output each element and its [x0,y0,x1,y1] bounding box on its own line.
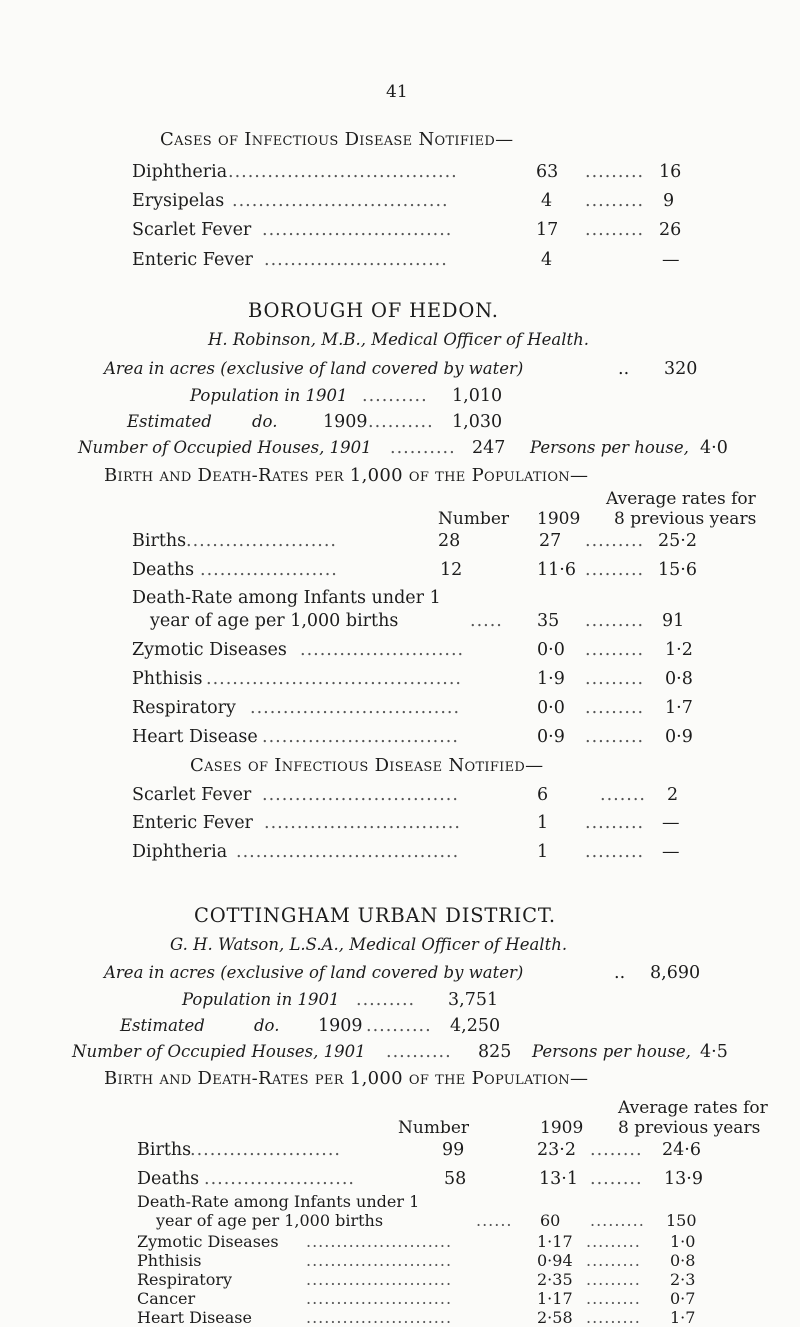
table-cell: 0·94 [537,1251,573,1270]
leader-dots: ..................... [200,560,338,580]
table-cell: 26 [659,220,682,240]
leader-dots: ......... [590,1211,645,1230]
leader-dots: ......... [585,611,645,631]
leader-dots: .......... [362,386,428,406]
table-cell: 15·6 [658,560,697,580]
leader-dots: ................................ [250,698,461,718]
cottingham-pph-value: 4·5 [700,1042,728,1062]
table-cell: 0·7 [670,1289,696,1308]
hedon-pph-label: Persons per house, [530,438,689,457]
leader-dots: ........................ [306,1251,453,1270]
leader-dots: ......... [585,727,645,747]
hedon-rates-heading: Birth and Death-Rates per 1,000 of the Population— [104,465,589,486]
table-cell: 28 [438,531,461,551]
table-cell: 16 [659,162,682,182]
hedon-est-do: do. [252,412,278,431]
col-header-avg-line2: 8 previous years [618,1118,761,1138]
col-header-number: Number [398,1118,470,1138]
table-cell: 6 [537,785,549,805]
table-cell: 1·7 [665,698,693,718]
table-cell: — [662,813,680,833]
table-cell: 13·9 [664,1169,703,1189]
leader-dots: .............................. [264,813,461,833]
cottingham-area-label: Area in acres (exclusive of land covered by water) [104,963,524,982]
leader-dots: ..... [470,611,503,631]
hedon-area-label: Area in acres (exclusive of land covered by water) [104,359,524,378]
hedon-pop1901-value: 1,010 [452,386,503,406]
leader-dots: .............................. [262,785,459,805]
table-cell: — [662,250,680,270]
table-row-label: Respiratory [132,698,236,718]
table-row-label: Erysipelas [132,191,225,211]
leader-dots: ......... [585,191,645,211]
leader-dots: .......... [390,438,456,458]
table-cell: 27 [539,531,562,551]
cottingham-rates-heading: Birth and Death-Rates per 1,000 of the Population— [104,1068,589,1089]
leader-dots: ......... [585,842,645,862]
table-cell: 0·8 [665,669,693,689]
leader-dots: ........................ [306,1270,453,1289]
table-cell: 1·9 [537,669,565,689]
table-row-label: Births [137,1140,192,1160]
table-row-label: Enteric Fever [132,813,253,833]
leader-dots: .......... [366,1016,432,1036]
table-cell: — [662,842,680,862]
table-cell: 12 [440,560,463,580]
leader-dots: ......................... [300,640,465,660]
table-row-label: Deaths [132,560,195,580]
table-cell: 60 [540,1211,561,1230]
leader-dots: ......... [586,1232,641,1251]
cottingham-area-value: 8,690 [650,963,701,983]
col-header-number: Number [438,509,510,529]
cottingham-est-year: 1909 [318,1016,363,1036]
table-row-label: Diphtheria [132,842,228,862]
table-row-label: Scarlet Fever [132,220,252,240]
table-row-label: Enteric Fever [132,250,253,270]
leader-dots: ......... [585,220,645,240]
leader-dots: ......... [585,162,645,182]
table-row-label: Phthisis [137,1251,202,1270]
hedon-prev-heading: Cases of Infectious Disease Notified— [160,129,514,150]
table-cell: 1·0 [670,1232,696,1251]
leader-dots: ......... [356,990,416,1010]
section-title-cottingham: COTTINGHAM URBAN DISTRICT. [194,904,556,927]
infant-label-line1: Death-Rate among Infants under 1 [137,1192,420,1211]
cottingham-est-value: 4,250 [450,1016,501,1036]
table-cell: 0·0 [537,698,565,718]
leader-dots: ........ [590,1169,643,1189]
table-cell: 0·9 [665,727,693,747]
table-cell: 0·8 [670,1251,696,1270]
table-cell: 13·1 [539,1169,578,1189]
leader-dots: ......... [586,1289,641,1308]
leader-dots: ........................ [306,1232,453,1251]
leader-dots: ....................... [186,531,337,551]
cottingham-officer: G. H. Watson, L.S.A., Medical Officer of Health. [170,935,568,954]
hedon-pop1901-label: Population in 1901 [190,386,348,405]
leader-dots: .................................. [236,842,460,862]
leader-dots: ....... [600,785,646,805]
table-cell: 23·2 [537,1140,576,1160]
leader-dots: ....................... [204,1169,355,1189]
cottingham-houses-value: 825 [478,1042,512,1062]
table-row-label: Diphtheria [132,162,228,182]
leader-dots: ....................... [190,1140,341,1160]
table-row-label: Cancer [137,1289,196,1308]
table-cell: 1·17 [537,1289,573,1308]
table-row-label: Deaths [137,1169,200,1189]
table-row-label: Births [132,531,187,551]
col-header-avg-line1: Average rates for [618,1098,768,1118]
hedon-houses-value: 247 [472,438,506,458]
table-row-label: Zymotic Diseases [137,1232,279,1251]
table-row-label: Phthisis [132,669,203,689]
table-cell: 2 [667,785,679,805]
table-cell: 4 [541,250,553,270]
leader-dots: ......... [586,1251,641,1270]
table-cell: 4 [541,191,553,211]
leader-dots: .. [618,359,630,379]
hedon-est-value: 1,030 [452,412,503,432]
table-cell: 150 [666,1211,697,1230]
table-cell: 11·6 [537,560,576,580]
table-cell: 1 [537,842,549,862]
table-cell: 0·9 [537,727,565,747]
hedon-officer: H. Robinson, M.B., Medical Officer of Health. [208,330,590,349]
leader-dots: ....................................... [206,669,462,689]
cottingham-pop1901-value: 3,751 [448,990,499,1010]
cottingham-houses-label: Number of Occupied Houses, 1901 [72,1042,366,1061]
infant-label-line1: Death-Rate among Infants under 1 [132,588,441,608]
table-cell: 1·17 [537,1232,573,1251]
col-header-year: 1909 [540,1118,584,1138]
cottingham-pph-label: Persons per house, [532,1042,691,1061]
leader-dots: ........................ [306,1308,453,1327]
hedon-houses-label: Number of Occupied Houses, 1901 [78,438,372,457]
table-cell: 2·58 [537,1308,573,1327]
table-cell: 1·7 [670,1308,696,1327]
leader-dots: ................................... [228,162,458,182]
table-cell: 1·2 [665,640,693,660]
table-cell: 2·35 [537,1270,573,1289]
col-header-avg-line1: Average rates for [606,489,756,509]
col-header-avg [606,490,756,508]
leader-dots: ......... [586,1270,641,1289]
leader-dots: ......... [585,640,645,660]
leader-dots: ......... [585,669,645,689]
leader-dots: ............................. [262,220,453,240]
leader-dots: .. [614,963,626,983]
table-cell: 2·3 [670,1270,696,1289]
leader-dots: ........ [590,1140,643,1160]
table-row-label: Scarlet Fever [132,785,252,805]
infant-label-line2: year of age per 1,000 births [156,1211,384,1230]
col-header-year: 1909 [537,509,581,529]
leader-dots: ............................ [264,250,448,270]
table-cell: 63 [536,162,559,182]
leader-dots: ......... [586,1308,641,1327]
table-cell: 91 [662,611,685,631]
leader-dots: .......... [386,1042,452,1062]
infant-label-line2: year of age per 1,000 births [150,611,399,631]
table-cell: 25·2 [658,531,697,551]
table-row-label: Heart Disease [137,1308,252,1327]
leader-dots: ................................. [232,191,449,211]
leader-dots: ......... [585,813,645,833]
table-cell: 58 [444,1169,467,1189]
leader-dots: ...... [476,1211,513,1230]
leader-dots: ......... [585,531,645,551]
cottingham-est-do: do. [254,1016,280,1035]
cottingham-est-label: Estimated [120,1016,205,1035]
section-title-hedon: BOROUGH OF HEDON. [248,299,499,322]
hedon-cases-heading: Cases of Infectious Disease Notified— [190,755,544,776]
table-cell: 0·0 [537,640,565,660]
leader-dots: .......... [368,412,434,432]
page-number: 41 [386,82,408,102]
table-cell: 1 [537,813,549,833]
table-row-label: Zymotic Diseases [132,640,287,660]
hedon-est-label: Estimated [127,412,212,431]
hedon-pph-value: 4·0 [700,438,728,458]
hedon-area-value: 320 [664,359,698,379]
table-cell: 99 [442,1140,465,1160]
hedon-est-year: 1909 [323,412,368,432]
leader-dots: ......... [585,560,645,580]
table-cell: 24·6 [662,1140,701,1160]
table-cell: 35 [537,611,560,631]
table-cell: 17 [536,220,559,240]
cottingham-pop1901-label: Population in 1901 [182,990,340,1009]
leader-dots: .............................. [262,727,459,747]
leader-dots: ......... [585,698,645,718]
table-row-label: Respiratory [137,1270,233,1289]
table-cell: 9 [663,191,675,211]
col-header-avg-line2: 8 previous years [614,509,757,529]
leader-dots: ........................ [306,1289,453,1308]
table-row-label: Heart Disease [132,727,258,747]
